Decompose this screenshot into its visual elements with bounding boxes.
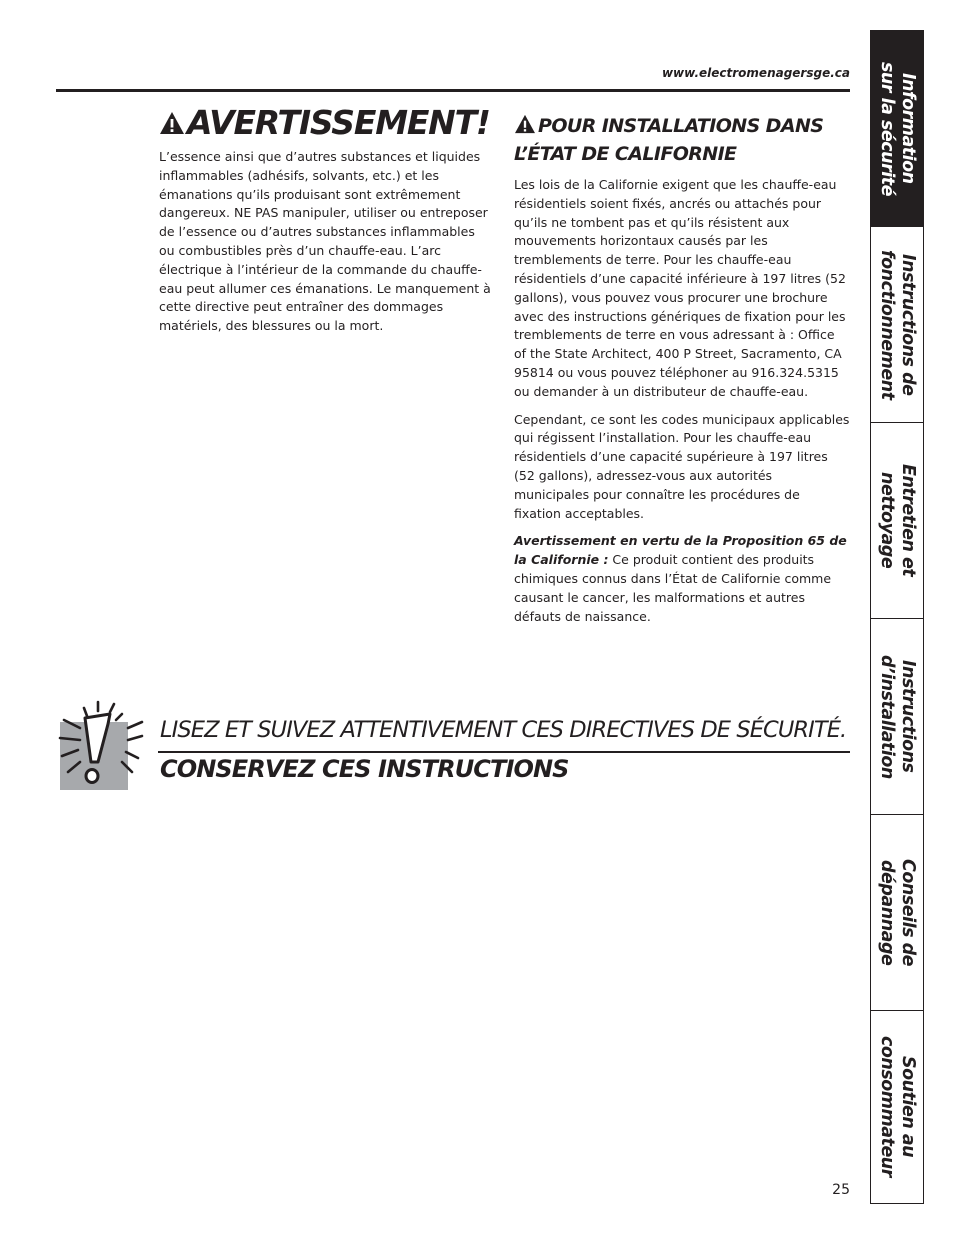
- warning-body: L’essence ainsi que d’autres substances et liquides inflammables (adhésifs, solvants, etc.) et les émanations qu’ils produisant sont extrêmement dangereux. NE PAS manipuler, utiliser ou entreposer de l’essence ou d’autres substances inflammables ou combustibles près d’un chauffe-eau. L’arc électrique à l’intérieur de la commande du chauffe-eau peut allumer ces émanations. Le manquement à cette directive peut entraîner des dommages matériels, des blessures ou la mort.: [159, 149, 491, 334]
- california-paragraph-1: Les lois de la Californie exigent que les chauffe-eau résidentiels soient fixés, ancrés ou attachés pour qu’ils ne tombent pas et qu’ils résistent aux mouvements horizontaux causés par les tremblements de terre. Pour les chauffe-eau résidentiels d’une capacité inférieure à 197 litres (52 gallons), vous pouvez vous procurer une brochure avec des instructions génériques de fixation pour les tremblements de terre en vous adressant à : Office of the State Architect, 400 P Street, Sacramento, CA 95814 ou vous pouvez téléphoner au 916.324.5315 ou demander à un distributeur de chauffe-eau.: [514, 177, 846, 399]
- section-tabs: [870, 30, 924, 1204]
- warning-title: [159, 104, 494, 142]
- warning-triangle-icon: [159, 111, 185, 135]
- california-paragraph-2: Cependant, ce sont les codes municipaux applicables qui régissent l’installation. Pour les chauffe-eau résidentiels d’une capacité supérieure à 197 litres (52 gallons), adressez-vous aux autorités municipales pour connaître les procédures de fixation acceptables.: [514, 411, 850, 521]
- tab-label: Soutien au consommateur: [877, 1036, 918, 1177]
- california-section: [514, 112, 850, 635]
- prop65-paragraph: [514, 532, 850, 626]
- website-url: www.electromenagersge.ca: [661, 66, 850, 80]
- exclamation-warning-icon: [58, 700, 144, 792]
- tab-label: Entretien et nettoyage: [877, 464, 918, 577]
- warning-section: [159, 104, 494, 345]
- tab-consumer-support[interactable]: [871, 1011, 923, 1202]
- header-rule: [56, 89, 850, 92]
- tab-operating-instructions[interactable]: [871, 227, 923, 423]
- prop65-body: Ce produit contient des produits chimiques connus dans l’État de Californie comme causant le cancer, les malformations et autres défauts de naissance.: [514, 552, 832, 624]
- tab-label: Instructions de fonctionnement: [877, 249, 918, 400]
- warning-triangle-icon: [514, 114, 536, 134]
- tab-troubleshooting-tips[interactable]: [871, 815, 923, 1011]
- warning-title-text: AVERTISSEMENT!: [187, 103, 490, 142]
- safety-instructions-heading: LISEZ ET SUIVEZ ATTENTIVEMENT CES DIRECTIVES DE SÉCURITÉ.: [160, 717, 847, 743]
- tab-label: Information sur la sécurité: [877, 61, 918, 196]
- safety-rule: [158, 751, 850, 753]
- prop65-heading: Avertissement en vertu de la Proposition 65 de la Californie :: [514, 533, 847, 568]
- tab-safety-information[interactable]: [871, 31, 923, 227]
- save-instructions-heading: CONSERVEZ CES INSTRUCTIONS: [160, 755, 569, 783]
- california-title: [514, 112, 850, 168]
- page-number: 25: [832, 1182, 850, 1198]
- tab-installation-instructions[interactable]: [871, 619, 923, 815]
- tab-care-and-cleaning[interactable]: [871, 423, 923, 619]
- california-title-text: POUR INSTALLATIONS DANS L’ÉTAT DE CALIFORNIE: [514, 115, 824, 165]
- tab-label: Instructions d’installation: [877, 654, 918, 779]
- tab-label: Conseils de dépannage: [877, 858, 918, 966]
